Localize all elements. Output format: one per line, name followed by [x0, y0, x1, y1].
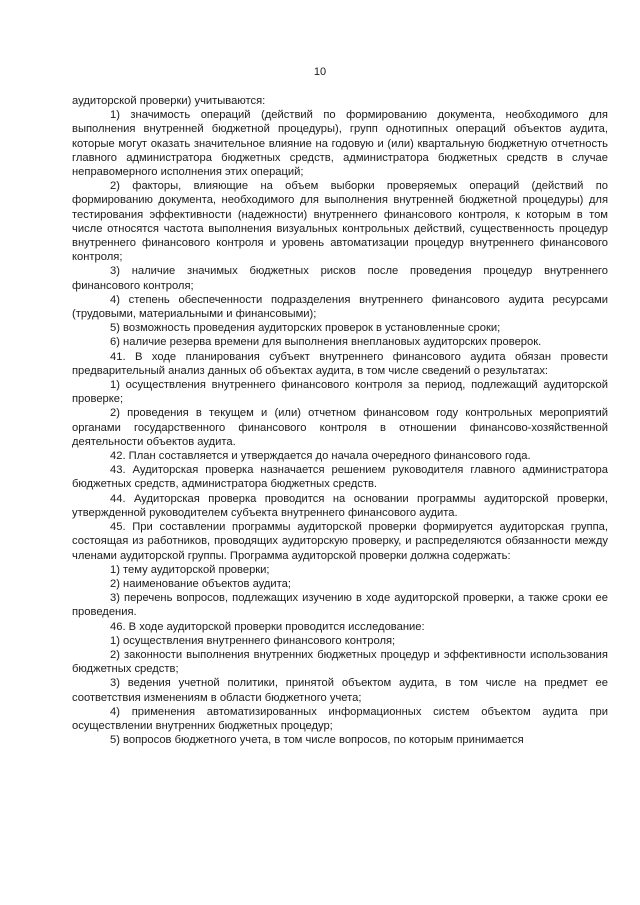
- paragraph: 3) ведения учетной политики, принятой объектом аудита, в том числе на предмет ее соответствия изменениям в области бюджетного учета;: [72, 677, 608, 704]
- paragraph: 4) степень обеспеченности подразделения внутреннего финансового аудита ресурсами (трудовыми, материальными и финансовыми);: [72, 293, 608, 321]
- paragraph: аудиторской проверки) учитываются:: [72, 95, 266, 107]
- paragraph: 1) тему аудиторской проверки;: [110, 563, 270, 576]
- paragraph: 3) перечень вопросов, подлежащих изучению в ходе аудиторской проверки, а также сроки ее проведения.: [72, 592, 608, 619]
- paragraph: 46. В ходе аудиторской проверки проводится исследование:: [110, 620, 425, 633]
- document-body: [72, 94, 608, 747]
- paragraph: 4) применения автоматизированных информационных систем объектом аудита при осуществлении внутренних бюджетных процедур;: [72, 705, 608, 732]
- paragraph: 1) значимость операций (действий по формированию документа, необходимого для выполнения внутренней бюджетной процедуры), групп однотипных операций объектов аудита, которые могут оказать значительное влияние на годовую и (или) квартальную бюджетную отчетность главного администратора бюджетных средств, администратора бюджетных средств в случае неправомерного исполнения этих операций;: [72, 109, 608, 179]
- paragraph: 41. В ходе планирования субъект внутреннего финансового аудита обязан провести предварительный анализ данных об объектах аудита, в том числе сведений о результатах:: [72, 350, 608, 377]
- paragraph: 45. При составлении программы аудиторской проверки формируется аудиторская группа, состоящая из работников, проводящих аудиторскую проверку, и распределяются обязанности между членами аудиторской группы. Программа аудиторской проверки должна содержать:: [72, 521, 608, 562]
- paragraph: 5) вопросов бюджетного учета, в том числе вопросов, по которым принимается: [110, 734, 524, 747]
- paragraph: 6) наличие резерва времени для выполнения внеплановых аудиторских проверок.: [110, 336, 542, 349]
- paragraph: 44. Аудиторская проверка проводится на основании программы аудиторской проверки, утвержденной руководителем субъекта внутреннего финансового аудита.: [72, 492, 608, 519]
- paragraph: 43. Аудиторская проверка назначается решением руководителя главного администратора бюджетных средств, администратора бюджетных средств.: [72, 464, 608, 491]
- paragraph: 2) наименование объектов аудита;: [110, 577, 292, 590]
- paragraph: 5) возможность проведения аудиторских проверок в установленные сроки;: [110, 322, 501, 335]
- paragraph: 1) осуществления внутреннего финансового контроля за период, подлежащий аудиторской проверке;: [72, 379, 608, 406]
- page-number: 10: [313, 66, 327, 78]
- paragraph: 3) наличие значимых бюджетных рисков после проведения процедур внутреннего финансового контроля;: [72, 265, 608, 292]
- paragraph: 1) осуществления внутреннего финансового контроля;: [110, 634, 396, 647]
- paragraph: 42. План составляется и утверждается до начала очередного финансового года.: [110, 450, 531, 463]
- paragraph: 2) факторы, влияющие на объем выборки проверяемых операций (действий по формированию документа, необходимого для выполнения внутренней бюджетной процедуры) для тестирования эффективности (надежности) внутреннего финансового контроля, к которым в том числе относятся частота выполнения визуальных контрольных действий, существенность процедур внутреннего финансового контроля и уровень автоматизации процедур внутреннего финансового контроля;: [72, 180, 608, 264]
- paragraph: 2) законности выполнения внутренних бюджетных процедур и эффективности использования бюджетных средств;: [72, 648, 608, 676]
- paragraph: 2) проведения в текущем и (или) отчетном финансовом году контрольных мероприятий органами государственного финансового контроля в отношении финансово-хозяйственной деятельности объектов аудита.: [72, 407, 608, 448]
